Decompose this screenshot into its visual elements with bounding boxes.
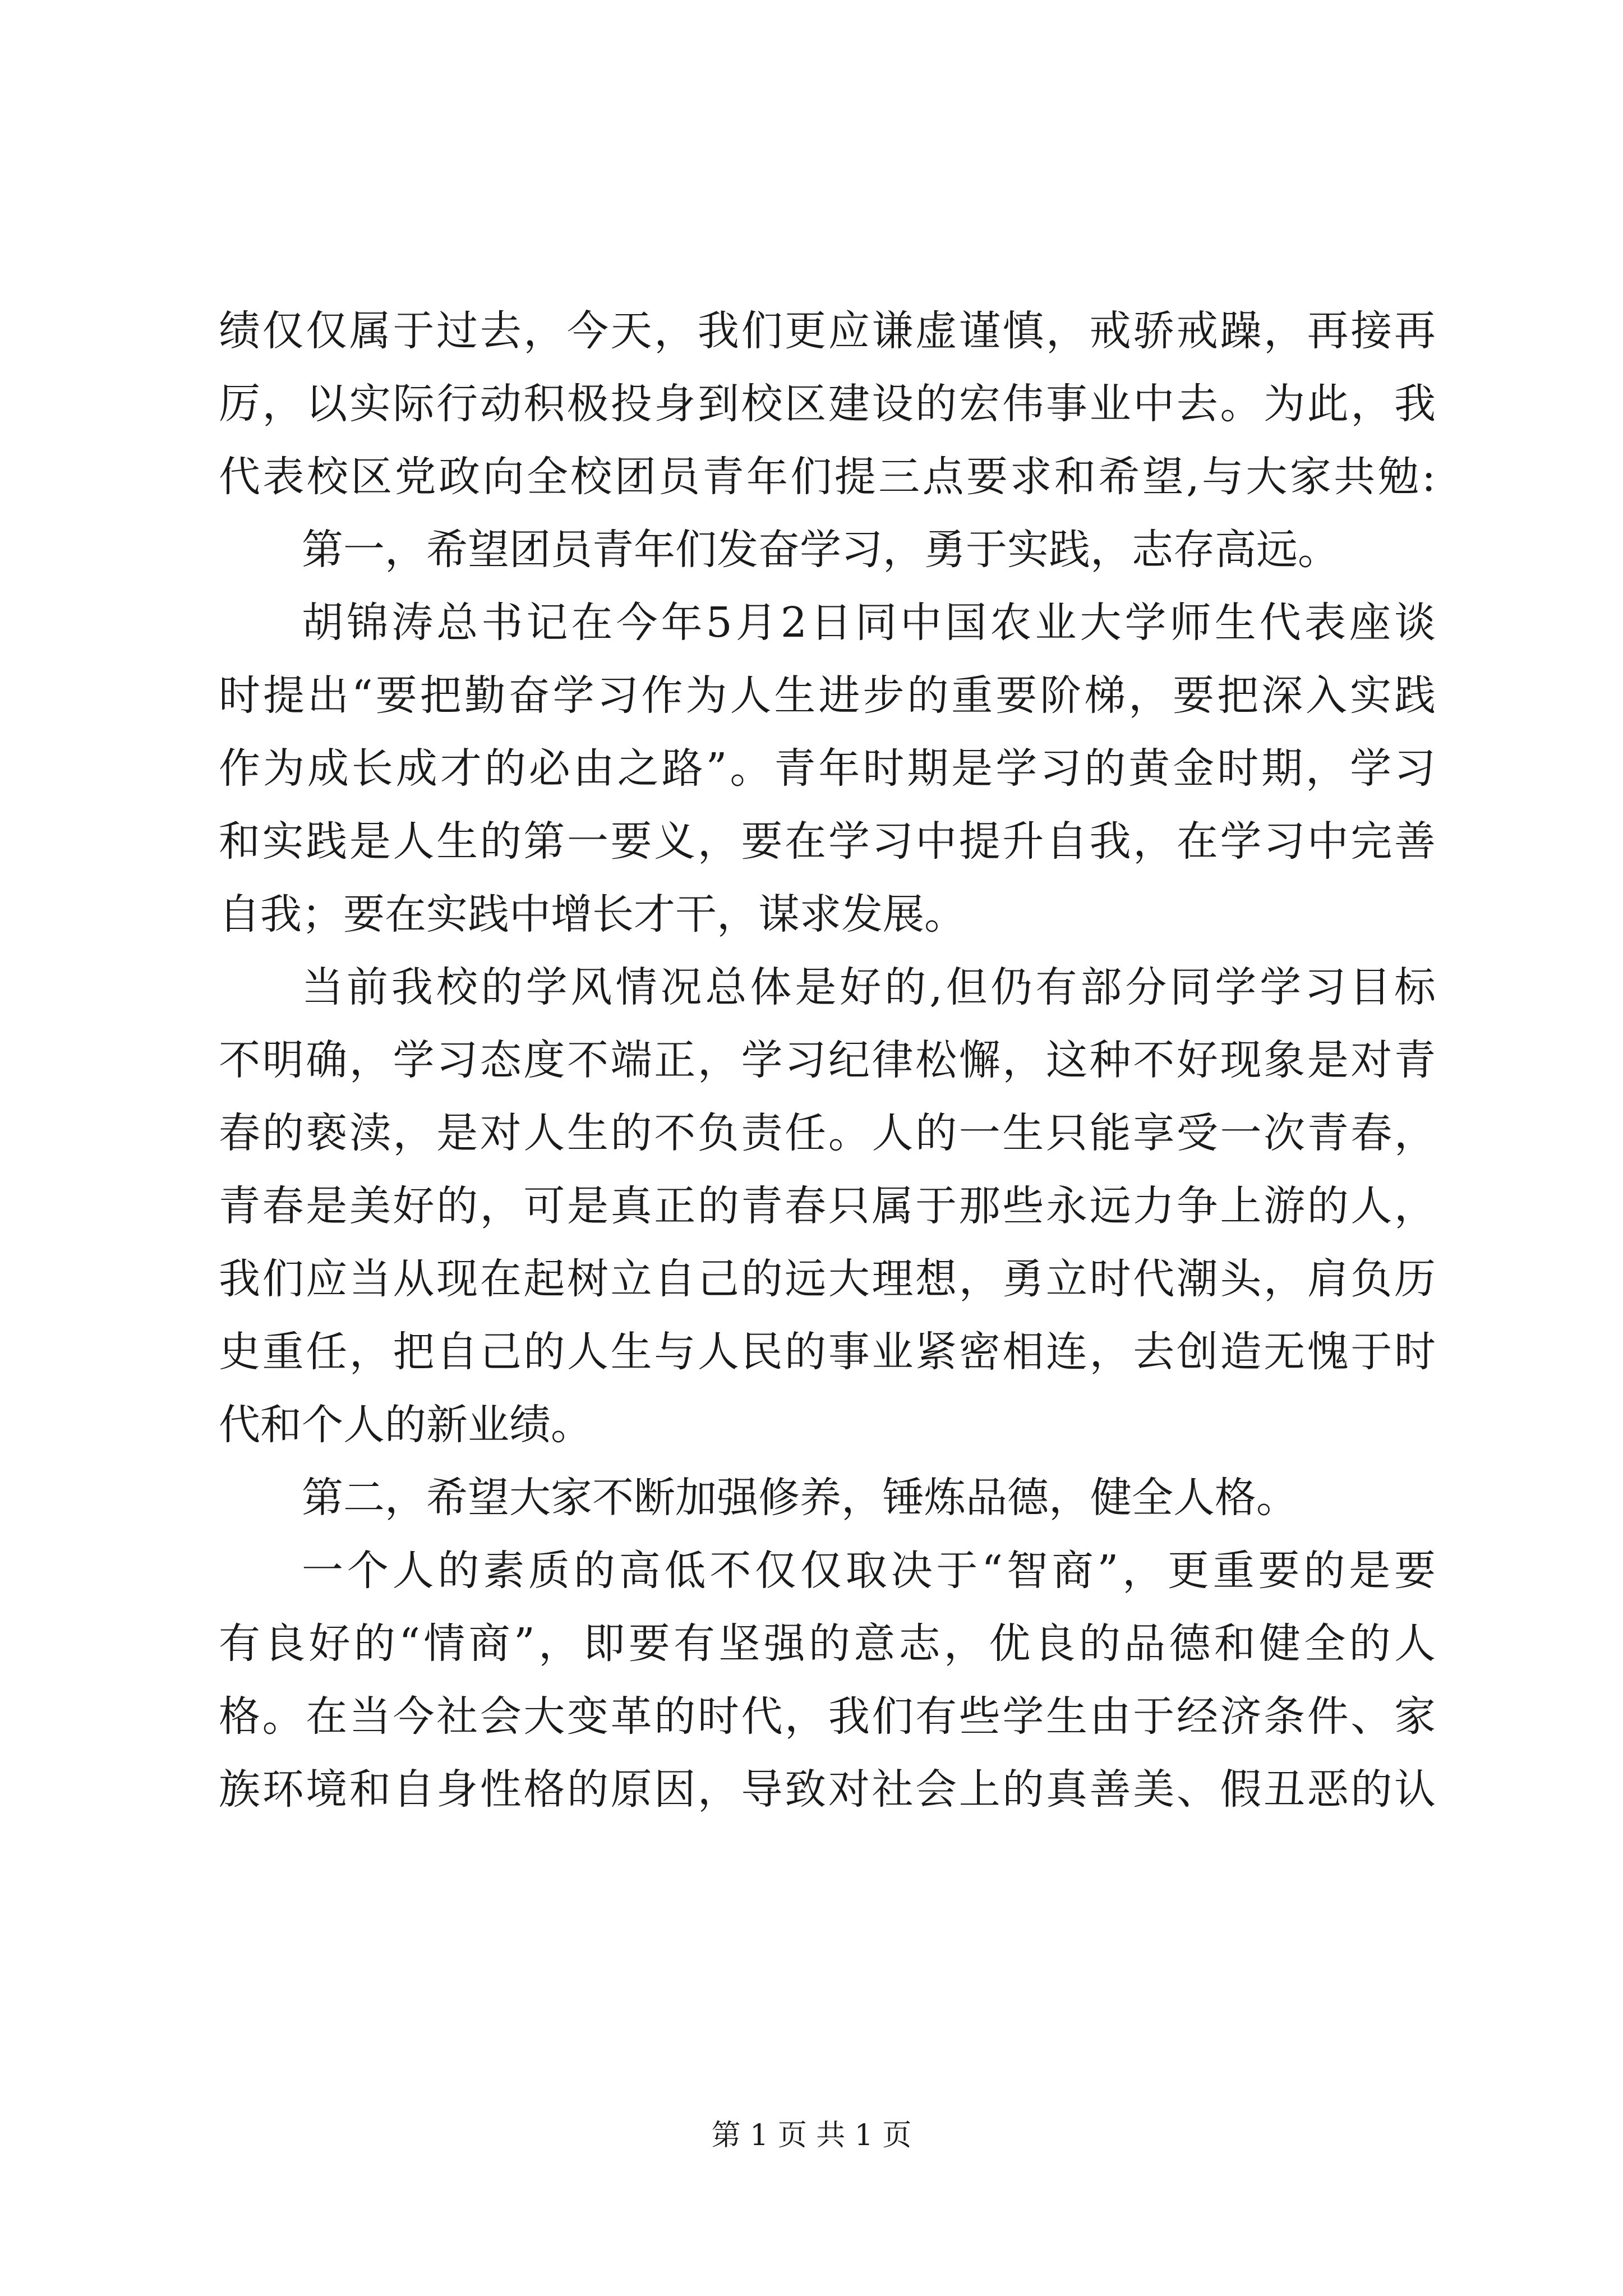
- text-line: 春的亵渎，是对人生的不负责任。人的一生只能享受一次青春，: [219, 1109, 1436, 1157]
- section-heading: 第二，希望大家不断加强修养，锤炼品德，健全人格。: [302, 1474, 1298, 1522]
- text-line: 代表校区党政向全校团员青年们提三点要求和希望,与大家共勉:: [219, 453, 1436, 501]
- text-line: 厉，以实际行动积极投身到校区建设的宏伟事业中去。为此，我: [219, 380, 1436, 428]
- text-line: 史重任，把自己的人生与人民的事业紧密相连，去创造无愧于时: [219, 1328, 1436, 1376]
- document-body: [219, 295, 1436, 1826]
- text-line: 自我；要在实践中增长才干，谋求发展。: [219, 890, 966, 938]
- text-line: 不明确，学习态度不端正，学习纪律松懈，这种不好现象是对青: [219, 1036, 1436, 1084]
- text-line: 绩仅仅属于过去，今天，我们更应谦虚谨慎，戒骄戒躁，再接再: [219, 307, 1436, 355]
- text-line: 和实践是人生的第一要义，要在学习中提升自我，在学习中完善: [219, 817, 1436, 866]
- page-footer: 第 1 页 共 1 页: [711, 2119, 912, 2152]
- text-line: 时提出“要把勤奋学习作为人生进步的重要阶梯，要把深入实践: [219, 671, 1436, 720]
- text-line: 代和个人的新业绩。: [219, 1401, 592, 1449]
- text-line: 格。在当今社会大变革的时代，我们有些学生由于经济条件、家: [219, 1692, 1436, 1741]
- section-heading: 第一，希望团员青年们发奋学习，勇于实践，志存高远。: [302, 526, 1339, 574]
- text-line: 青春是美好的，可是真正的青春只属于那些永远力争上游的人，: [219, 1182, 1436, 1230]
- text-line: 当前我校的学风情况总体是好的,但仍有部分同学学习目标: [302, 963, 1436, 1011]
- text-line: 我们应当从现在起树立自己的远大理想，勇立时代潮头，肩负历: [219, 1255, 1436, 1303]
- text-line: 有良好的“情商”，即要有坚强的意志，优良的品德和健全的人: [219, 1619, 1436, 1668]
- text-line: 一个人的素质的高低不仅仅取决于“智商”，更重要的是要: [302, 1547, 1436, 1595]
- text-line: 胡锦涛总书记在今年5月2日同中国农业大学师生代表座谈: [302, 599, 1436, 647]
- text-line: 族环境和自身性格的原因，导致对社会上的真善美、假丑恶的认: [219, 1765, 1436, 1814]
- text-line: 作为成长成才的必由之路”。青年时期是学习的黄金时期，学习: [219, 744, 1436, 793]
